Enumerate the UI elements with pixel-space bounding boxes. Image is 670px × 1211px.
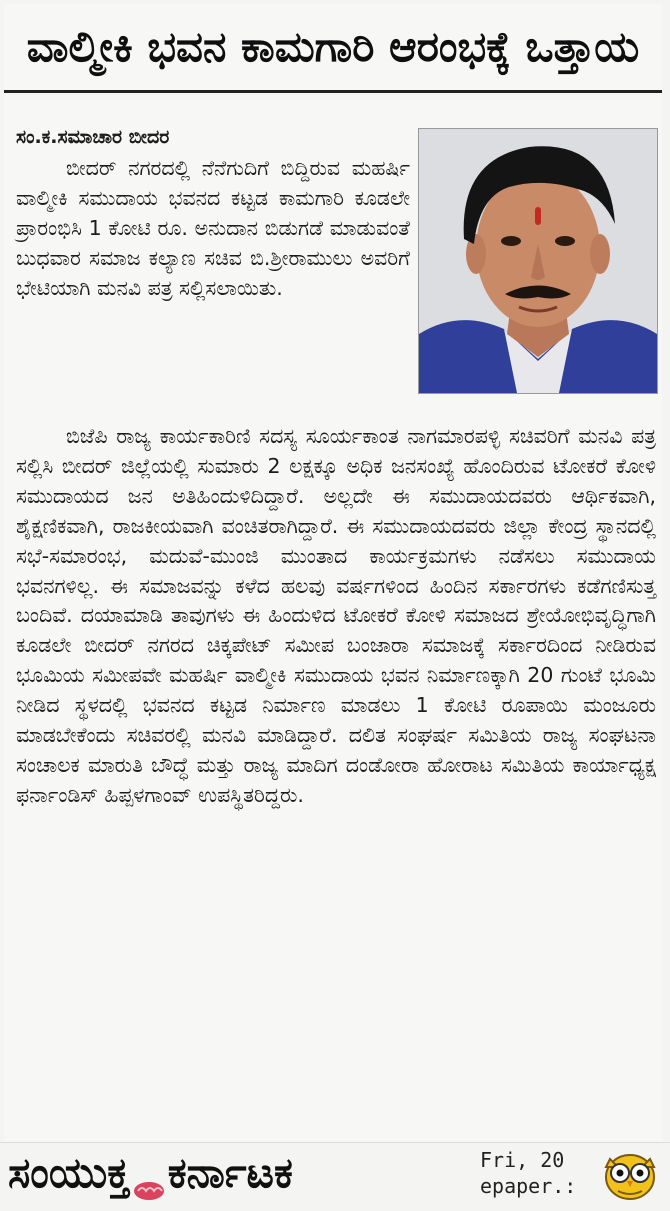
brand-name-right: ಕರ್ನಾಟಕ (167, 1148, 293, 1197)
brain-logo-icon (132, 1162, 166, 1184)
edition-info (480, 1147, 592, 1199)
article-paragraph-2: ಬಿಜೆಪಿ ರಾಜ್ಯ ಕಾರ್ಯಕಾರಿಣಿ ಸದಸ್ಯ ಸೂರ್ಯಕಾಂತ ನಾಗಮಾರಪಳ್ಳಿ ಸಚಿವರಿಗೆ ಮನವಿ ಪತ್ರ ಸಲ್ಲಿಸಿ ಬೀದರ್ ಜಿಲ್ಲೆಯಲ್ಲಿ ಸುಮಾರು 2 ಲಕ್ಷಕ್ಕೂ ಅಧಿಕ ಜನಸಂಖ್ಯೆ ಹೊಂದಿರುವ ಟೋಕರೆ ಕೋಳಿ ಸಮುದಾಯದ ಜನ ಅತಿಹಿಂದುಳಿದಿದ್ದಾರೆ. ಅಲ್ಲದೇ ಈ ಸಮುದಾಯದವರು ಆರ್ಥಿಕವಾಗಿ, ಶೈಕ್ಷಣಿಕವಾಗಿ, ರಾಜಕೀಯವಾಗಿ ವಂಚಿತರಾಗಿದ್ದಾರೆ. ಈ ಸಮುದಾಯದವರು ಜಿಲ್ಲಾ ಕೇಂದ್ರ ಸ್ಥಾನದಲ್ಲಿ ಸಭೆ-ಸಮಾರಂಭ, ಮದುವೆ-ಮುಂಜಿ ಮುಂತಾದ ಕಾರ್ಯಕ್ರಮಗಳು ನಡೆಸಲು ಸಮುದಾಯ ಭವನಗಳಿಲ್ಲ. ಈ ಸಮಾಜವನ್ನು ಕಳೆದ ಹಲವು ವರ್ಷಗಳಿಂದ ಹಿಂದಿನ ಸರ್ಕಾರಗಳು ಕಡೆಗಣಿಸುತ್ತ ಬಂದಿವೆ. ದಯಾಮಾಡಿ ತಾವುಗಳು ಈ ಹಿಂದುಳಿದ ಟೋಕರೆ ಕೋಳಿ ಸಮಾಜದ ಶ್ರೇಯೋಭಿವೃದ್ಧಿಗಾಗಿ ಕೂಡಲೇ ಬೀದರ್ ನಗರದ ಚಿಕ್ಕಪೇಟ್ ಸಮೀಪ ಬಂಜಾರಾ ಸಮಾಜಕ್ಕೆ ಸರ್ಕಾರದಿಂದ ನೀಡಿರುವ ಭೂಮಿಯ ಸಮೀಪವೇ ಮಹರ್ಷಿ ವಾಲ್ಮೀಕಿ ಸಮುದಾಯ ಭವನ ನಿರ್ಮಾಣಕ್ಕಾಗಿ 20 ಗುಂಟೆ ಭೂಮಿ ನೀಡಿದ ಸ್ಥಳದಲ್ಲಿ ಭವನದ ಕಟ್ಟಡ ನಿರ್ಮಾಣ ಮಾಡಲು 1 ಕೋಟಿ ರೂಪಾಯಿ ಮಂಜೂರು ಮಾಡಬೇಕೆಂದು ಸಚಿವರಲ್ಲಿ ಮನವಿ ಮಾಡಿದ್ದಾರೆ. ದಲಿತ ಸಂಘರ್ಷ ಸಮಿತಿಯ ರಾಜ್ಯ ಸಂಘಟನಾ ಸಂಚಾಲಕ ಮಾರುತಿ ಬೌದ್ಧೆ ಮತ್ತು ರಾಜ್ಯ ಮಾದಿಗ ದಂಡೋರಾ ಹೋರಾಟ ಸಮಿತಿಯ ಕಾರ್ಯಾಧ್ಯಕ್ಷ ಫರ್ನಾಂಡಿಸ್ ಹಿಪ್ಪಳಗಾಂವ್ ಉಪಸ್ಥಿತರಿದ್ದರು. (16, 424, 656, 807)
edition-date: Fri, 20 (480, 1148, 565, 1172)
brand-name-left: ಸಂಯುಕ್ತ (8, 1148, 130, 1197)
article-headline: ವಾಲ್ಮೀಕಿ ಭವನ ಕಾಮಗಾರಿ ಆರಂಭಕ್ಕೆ ಒತ್ತಾಯ (4, 4, 662, 93)
mascot-owl-icon (598, 1143, 662, 1201)
article-dateline: ಸಂ.ಕ.ಸಮಾಚಾರ ಬೀದರ (16, 126, 170, 148)
newspaper-brand (8, 1145, 293, 1201)
news-clipping (4, 4, 662, 1142)
edition-source: epaper.: (480, 1174, 577, 1198)
newspaper-footer (0, 1142, 670, 1201)
article-paragraph-1: ಬೀದರ್ ನಗರದಲ್ಲಿ ನೆನೆಗುದಿಗೆ ಬಿದ್ದಿರುವ ಮಹರ್ಷಿ ವಾಲ್ಮೀಕಿ ಸಮುದಾಯ ಭವನದ ಕಟ್ಟಡ ಕಾಮಗಾರಿ ಕೂಡಲೇ ಪ್ರಾರಂಭಿಸಿ 1 ಕೋಟಿ ರೂ. ಅನುದಾನ ಬಿಡುಗಡೆ ಮಾಡುವಂತೆ ಬುಧವಾರ ಸಮಾಜ ಕಲ್ಯಾಣ ಸಚಿವ ಬಿ.ಶ್ರೀರಾಮುಲು ಅವರಿಗೆ ಭೇಟಿಯಾಗಿ ಮನವಿ ಪತ್ರ ಸಲ್ಲಿಸಲಾಯಿತು. (16, 156, 410, 300)
portrait-photo (418, 128, 658, 394)
portrait-image (419, 129, 657, 393)
